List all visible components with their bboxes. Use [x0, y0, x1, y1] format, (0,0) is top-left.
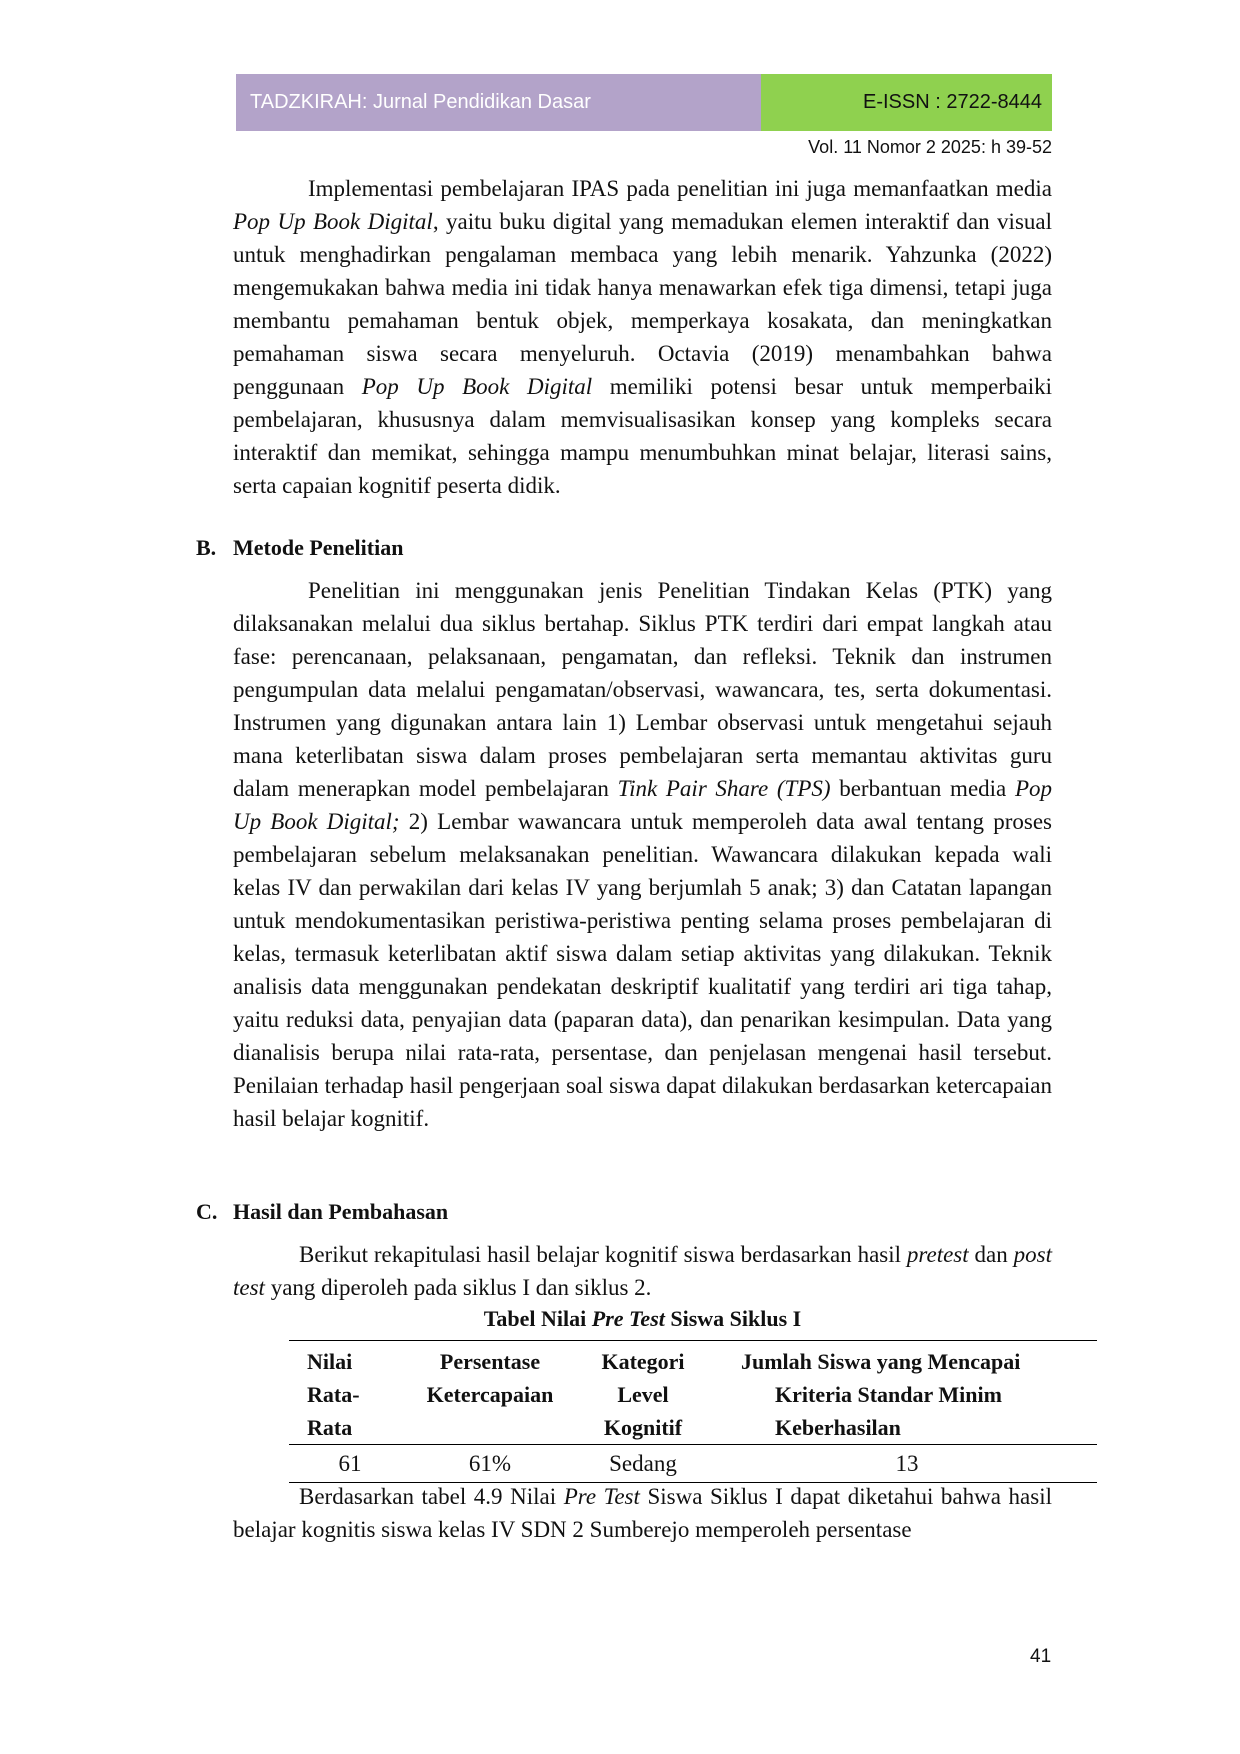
table-caption: Tabel Nilai Pre Test Siswa Siklus I	[483, 1306, 802, 1331]
section-c-heading: C. Hasil dan Pembahasan	[196, 1199, 449, 1224]
after-table-section	[233, 1480, 1052, 1546]
header-jumlah: Jumlah Siswa yang Mencapai Kriteria Standar Minim Keberhasilan	[717, 1341, 1097, 1445]
journal-header	[236, 74, 1052, 131]
results-paragraph: Berikut rekapitulasi hasil belajar kognitif siswa berdasarkan hasil pretest dan post test yang diperoleh pada siklus I dan siklus 2.	[233, 1242, 1052, 1300]
intro-paragraph: Implementasi pembelajaran IPAS pada penelitian ini juga memanfaatkan media Pop Up Book Digital, yaitu buku digital yang memadukan elemen interaktif dan visual untuk menghadirkan pengalaman membaca yang lebih menarik. Yahzunka (2022) mengemukakan bahwa media ini tidak hanya menawarkan efek tiga dimensi, tetapi juga membantu pemahaman bentuk objek, memperkaya kosakata, dan meningkatkan pemahaman siswa secara menyeluruh. Octavia (2019) menambahkan bahwa penggunaan Pop Up Book Digital memiliki potensi besar untuk memperbaiki pembelajaran, khususnya dalam memvisualisasikan konsep yang kompleks secara interaktif dan memikat, sehingga mampu menumbuhkan minat belajar, literasi sains, serta capaian kognitif peserta didik.	[233, 176, 1052, 498]
cell-kategori: Sedang	[569, 1445, 717, 1483]
cell-persentase: 61%	[411, 1445, 569, 1483]
header-persentase: Persentase Ketercapaian	[411, 1341, 569, 1445]
volume-info: Vol. 11 Nomor 2 2025: h 39-52	[808, 137, 1052, 157]
header-nilai: Nilai Rata- Rata	[289, 1341, 411, 1445]
table-header-row	[289, 1341, 1097, 1445]
after-table-paragraph: Berdasarkan tabel 4.9 Nilai Pre Test Siswa Siklus I dapat diketahui bahwa hasil belajar kognitis siswa kelas IV SDN 2 Sumberejo memperoleh persentase	[233, 1484, 1052, 1542]
cell-nilai: 61	[289, 1445, 411, 1483]
method-section	[233, 574, 1052, 1135]
issn: E-ISSN : 2722-8444	[761, 74, 1052, 131]
section-b-heading: B. Metode Penelitian	[196, 535, 404, 560]
intro-section	[233, 172, 1052, 502]
journal-title: TADZKIRAH: Jurnal Pendidikan Dasar	[236, 74, 761, 131]
table-row	[289, 1445, 1097, 1483]
cell-jumlah: 13	[717, 1445, 1097, 1483]
pretest-table	[289, 1340, 1097, 1483]
results-intro	[233, 1238, 1052, 1304]
method-paragraph: Penelitian ini menggunakan jenis Penelitian Tindakan Kelas (PTK) yang dilaksanakan melalui dua siklus bertahap. Siklus PTK terdiri dari empat langkah atau fase: perencanaan, pelaksanaan, pengamatan, dan refleksi. Teknik dan instrumen pengumpulan data melalui pengamatan/observasi, wawancara, tes, serta dokumentasi. Instrumen yang digunakan antara lain 1) Lembar observasi untuk mengetahui sejauh mana keterlibatan siswa dalam proses pembelajaran serta memantau aktivitas guru dalam menerapkan model pembelajaran Tink Pair Share (TPS) berbantuan media Pop Up Book Digital; 2) Lembar wawancara untuk memperoleh data awal tentang proses pembelajaran sebelum melaksanakan penelitian. Wawancara dilakukan kepada wali kelas IV dan perwakilan dari kelas IV yang berjumlah 5 anak; 3) dan Catatan lapangan untuk mendokumentasikan peristiwa-peristiwa penting selama proses pembelajaran di kelas, termasuk keterlibatan aktif siswa dalam setiap aktivitas yang dilakukan. Teknik analisis data menggunakan pendekatan deskriptif kualitatif yang terdiri ari tiga tahap, yaitu reduksi data, penyajian data (paparan data), dan penarikan kesimpulan. Data yang dianalisis berupa nilai rata-rata, persentase, dan penjelasan mengenai hasil tersebut. Penilaian terhadap hasil pengerjaan soal siswa dapat dilakukan berdasarkan ketercapaian hasil belajar kognitif.	[233, 578, 1052, 1131]
page-number: 41	[1030, 1646, 1052, 1667]
header-kategori: Kategori Level Kognitif	[569, 1341, 717, 1445]
